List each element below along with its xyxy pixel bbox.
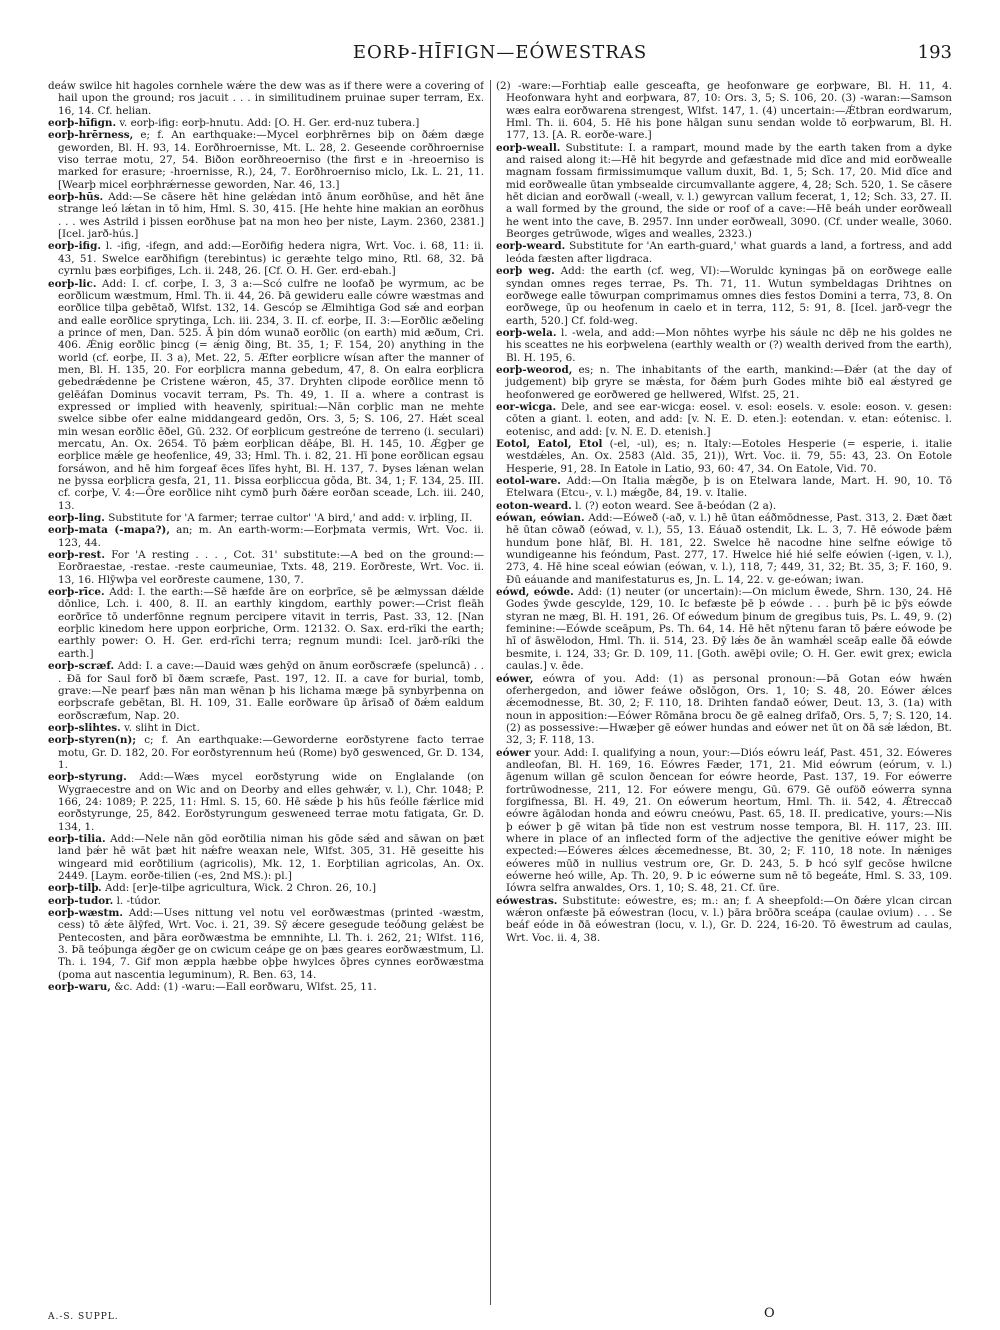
dictionary-entry (496, 895, 952, 944)
entry-text: l. -túdor. (116, 894, 161, 907)
dictionary-entry (496, 500, 952, 512)
dictionary-entry (48, 240, 484, 277)
entry-text: Add: I. the earth:—Sē hæfde āre on eorþrīce, sē þe ælmyssan dǽlde dōnlice, Lch. i. 400, 8. II. an earthly kingdom, earthly power:—Crist fleāh eorðrīce tō underfōnne regnum percipere vitavit in terris, Past. 33, 12. [Nan eorþlic kinedom here uppon eorþriche, Orm. 12132. O. Sax. erd-rīki the earth; earthly power: O. H. Ger. erd-rīchi terra; regnum mundi: Icel. jarð-ríki the earth.] (58, 586, 484, 660)
entry-headword: eorþ-weard. (496, 240, 566, 253)
entry-text: Add: I. a cave:—Dauid wæs gehȳd on ānum eorðscræfe (speluncā) . . . Ðā for Saul forð bī ðæm scræfe, Past. 197, 12. II. a cave for burial, tomb, grave:—Ne pearf þæs nān man wēnan þ his lichama mæge þā synbyrþenna on eorþscrafe gebētan, Bl. H. 109, 31. Ealle eorðware ūp ārīsað of ðǽm ealdum eorðscræfum, Nap. 20. (58, 660, 484, 722)
dictionary-entry (496, 586, 952, 672)
dictionary-entry (496, 327, 952, 364)
entry-headword: eoton-weard. (496, 499, 572, 512)
entry-text: &c. Add: (1) -waru:—Eall eorðwaru, Wlfst. 25, 11. (114, 981, 377, 994)
dictionary-entry (48, 882, 484, 894)
entry-text: deáw swilce hit hagoles cornhele wǽre the dew was as if there were a covering of hail upon the ground; ros jacuit . . . in similitudinem pruinae super terram, Ex. 16, 14. Cf. helian. (48, 80, 484, 117)
dictionary-entry (48, 833, 484, 882)
dictionary-entry (48, 586, 484, 660)
entry-text: Add:—Eóweð (-að, v. l.) hē ūtan eáðmōdnesse, Past. 313, 2. Ðæt ðæt hē ūtan cōwað (eówad, v. l.), 55, 13. Eáuað ostendit, Lk. L. 3, 7. Hē eówode þǽm hundum þone hlāf, Bl. H. 181, 22. Swelce hē nacodne hine selfne eówige tō wundigeanne his feóndum, Past. 277, 17. Hwelce hié hié selfe eówien (-igen, v. l.), 273, 4. Hē hine sceal eówian (eówan, v. l.), 118, 7; 449, 31, 32; Bt. 35, 3; F. 160, 9. Ðū eáuande and manifestaturus es, Jn. L. 14, 22. v. ge-eówan; iwan. (506, 512, 952, 586)
left-column (48, 80, 484, 1305)
entry-headword: eorþ-mata (-mapa?), (48, 524, 170, 537)
entry-text: Add: (1) neuter (or uncertain):—On miclum ēwede, Shrn. 130, 24. Hē Godes ȳwde gescylde, 129, 10. Ic befæste þē þ eówde . . . þurh þē ic þȳs eówde styran ne mæg, Bl. H. 191, 26. Of eówedum þinum de gregibus tuis, Ps. L. 49, 9. (2) feminine:—Eówde sceāpum, Ps. Th. 64, 14. Hē hēt nȳtenu faran tō þǽre eówode þe hī of āswēlodon, Hml. Th. ii. 514, 23. Ðȳ lǽs ðe ān wamhǽl sceāp ealle ðā eówde besmite, i. 124, 33; Gr. D. 109, 11. [Goth. awēþi ovile; O. H. Ger. ewit grex; ewicla caulas.] v. ēde. (506, 586, 952, 673)
entry-headword: eotol-ware. (496, 475, 561, 487)
dictionary-entry (496, 747, 952, 895)
dictionary-entry (48, 722, 484, 734)
dictionary-entry (48, 771, 484, 833)
entry-text: Substitute for 'A farmer; terrae cultor' 'A bird,' and add: v. irþling, II. (108, 512, 473, 525)
entry-text: Add: [er]e-tilþe agricultura, Wick. 2 Chron. 26, 10.] (104, 882, 377, 895)
dictionary-entry (48, 80, 484, 117)
entry-text: v. eorþ-ifig: eorþ-hnutu. Add: [O. H. Ger. erd-nuz tubera.] (119, 117, 420, 130)
dictionary-entry (496, 265, 952, 327)
page-number: 193 (917, 42, 952, 63)
entry-headword: eorþ-weorod, (496, 363, 573, 376)
dictionary-entry (48, 278, 484, 513)
entry-text: Add: I. cf. corþe, I. 3, 3 a:—Scó culfre ne loofað þe wyrmum, ac be eorðlicum wæstmum, Hml. Th. ii. 44, 26. Þā gewideru ealle cówre wæstmas and eorðlice tilþa gebētað, Wlfst. 132, 14. Gescóp se Ælmihtiga God sǽ and eorþan and ealle eorðlice sprytinga, Lch. iii. 234, 3. II. cf. eorþe, II. 3:—Eorðlic æðeling a prince of men, Dan. 525. Ā þin dóm wunað eorðlic (on earth) mid æðum, Cri. 406. Ǽnig eorðlic þincg (= ǽnig ðing, Bt. 35, 1; F. 154, 20) anything in the world (cf. eorþe, II. 3 a), Met. 22, 5. Æfter eorþlicre wísan after the manner of men, Bl. H. 135, 20. For eorþlicra manna gebedum, 47, 8. On ealra eorþlicra gebedrǽdenne þe Cristene wǽron, 45, 37. Dryhten clipode eorðlice menn tō gelēáfan Dominus vocavit terram, Ps. Th. 49, 1. II a. where a contrast is expressed or implied with heavenly, spiritual:—Nān corþlic man ne mehte swelce sibbe ofer ealne middangeard gedōn, Ors. 3, 5; S. 106, 27. Hǽt sceal min wesan eorðlic ēðel, Gū. 232. Of eorþlicum gestreóne de terreno (i. seculari) mercatu, An. Ox. 2654. Tō þǽm eorþlican dēáþe, Bl. H. 145, 10. Ǽgþer ge eorþlice mǽle ge heofenlice, 49, 33; Hml. Th. i. 82, 21. Hī þone eorðlican egsau forsáwon, and hē him forgeaf ēces līfes hyht, Bl. H. 137, 7. Þyses lǽnan welan ne þyssa eorþlicra gesfa, 21, 11. Þissa eorþliccua gōda, Bt. 34, 1; F. 134, 25. III. cf. corþe, V. 4:—Ōre eorðlice niht cymð þurh ðǽre eorðan sceade, Lch. iii. 240, 13. (58, 277, 484, 512)
dictionary-entry (48, 549, 484, 586)
entry-headword: eorþ-hūs. (48, 191, 104, 204)
entry-text: v. sliht in Dict. (124, 721, 200, 734)
dictionary-entry (496, 475, 952, 500)
entry-headword: eorþ weg. (496, 265, 555, 278)
dictionary-entry (496, 438, 952, 475)
dictionary-entry (496, 673, 952, 747)
entry-headword: eorþ-ifig. (48, 240, 101, 253)
entry-text: Add:—Se cāsere hēt hine gelǽdan intō ānum eorðhūse, and hēt āne strange leó lǽtan in tō him, Hml. S. 30, 415. [He hehte hine makian an eorðhus . . . wes Astrild i þissen eorðhuse þat na mon heo þer niste, Laym. 2360, 2381.] [Icel. jarð-hús.] (58, 191, 484, 241)
entry-text: Add:—Uses nittung vel notu vel eorðwæstmas (printed -wæstm, cess) tō ǽte ālȳfed, Wrt. Voc. i. 21, 39. Sȳ ǽcere gesegude teóðung gelǽst be Pentecosten, and þāra eorðwæstma be emnnihte, Ll. Th. i. 262, 21; Wlfst. 116, 3. Þā teóþunga ǽgðer ge on cwicum ceápe ge on þæs geares eorðwæstmum, Ll. Th. i. 194, 7. Gif mon æppla hæbbe oþþe hwylces ōþres cynnes eorðwæstma (poma aut nascentia leguminum), R. Ben. 63, 14. (58, 907, 484, 981)
signature-mark: O (764, 1306, 775, 1321)
entry-text: For 'A resting . . . , Cot. 31' substitute:—A bed on the ground:—Eorðraestae, -restae. -reste caumeuniae, Txts. 48, 219. Eorðreste, Wrt. Voc. ii. 13, 16. Hlȳwþa vel eorðreste caumene, 130, 7. (58, 549, 484, 586)
entry-text: Substitute for 'An earth-guard,' what guards a land, a fortress, and add leóda fæsten after ligdraca. (506, 240, 952, 265)
entry-headword: eorþ-tilia. (48, 832, 106, 845)
entry-headword: eorþ-ling. (48, 512, 105, 525)
dictionary-entry (48, 512, 484, 524)
dictionary-entry (48, 660, 484, 722)
entry-text: e; f. An earthquake:—Mycel eorþhrērnes biþ on ðǽm dæge geworden, Bl. H. 93, 14. Eorðhroernisse, Mt. L. 28, 2. Geseende corðhroernise viso terrae motu, 27, 54. Biðon eorðhreoerniso (the first e in -hreoerniso is marked for erasure; -hroernisse, R.), 24, 7. Eorðhroerniso miclo, Lk. L. 21, 11. [Wearþ micel eorþhrǽrnesse geworden, Nar. 46, 13.] (58, 129, 484, 191)
entry-text: (2) -ware:—Forhtiaþ ealle gesceafta, ge heofonware ge eorþware, Bl. H. 11, 4. Heofonwara hyht and eorþwara, 87, 10: Ors. 3, 5; S. 106, 20. (3) -waran:—Samson wæs ealra eorðwarena strengest, Wlfst. 147, 1. (4) uncertain:—Ǽtbran eordwarum, Hml. Th. ii. 604, 5. Hē his þone hālgan sunu sendan wolde tō eorþwarum, Bl. H. 177, 13. [A. R. eorðe-ware.] (496, 80, 952, 142)
dictionary-entry (48, 129, 484, 191)
entry-text: Add: the earth (cf. weg, VI):—Woruldc kyningas þā on eorðwege ealle syndan omnes reges terrae, Ps. Th. 71, 11. Wutun symbeldagas Drihtnes on eorðwege ealle tōwurpan comprimamus omnes dies festos Domini a terra, 73, 8. On eorðwege, ūp ou heofenum in caelo et in terra, 112, 5: 91, 8. [Icel. jarð-vegr the earth, 520.] Cf. fold-weg. (506, 265, 952, 327)
dictionary-entry (48, 895, 484, 907)
entry-headword: eorþ-hrērness, (48, 129, 134, 142)
entry-headword: eorþ-lic. (48, 277, 97, 290)
entry-text: Substitute: eówestre, es; m.: an; f. A sheepfold:—On ðǽre ylcan circan wǽron onfæste þā eówestran (locu, v. l.) þāra brōðra sceápa (caulae ovium) . . . Se beáf eóde in ðā eówestran (locu, v. l.), Gr. D. 224, 16-20. Tō ēwestrum ad caulas, Wrt. Voc. ii. 4, 38. (506, 894, 952, 944)
entry-text: Substitute: I. a rampart, mound made by the earth taken from a dyke and raised along it:—Hē hit begyrde and gefæstnade mid dīce and mid eorðwealle magnam fossam firmissimumque vallum duxit, Bd. 1, 5; Sch. 17, 20. Mid dīce and mid eorðwealle ūtan ymbsealde circumvallante aggere, 4, 28; Sch. 520, 1. Se cāsere hēt dician and eorðwall (-weall, v. l.) gewyrcan vallum fecerat, 1, 12; Sch. 33, 27. II. a wall formed by the ground, the side or roof of a cave:—Hē beáh under eorðweall he went into the cave, B. 2957. Inn under eorðweall, 3090. (Cf. under wealle, 3060. Beorges getrūwode, wīges and wealles, 2323.) (506, 141, 952, 241)
dictionary-entry (48, 981, 484, 993)
entry-headword: eorþ-rīce. (48, 586, 105, 599)
entry-headword: eówd, eówde. (496, 586, 574, 599)
page-header (48, 42, 952, 68)
entry-headword: Eotol, Eatol, Etol (496, 437, 603, 450)
entry-headword: eówestras. (496, 894, 558, 907)
dictionary-entry (48, 117, 484, 129)
entry-text: eówra of you. Add: (1) as personal pronoun:—Þā Gotan eów hwǽn oferhergedon, and iōwer feáwe oðslōgon, Ors. 1, 10; S. 48, 20. Eówer ǽlces ǽcemodnesse, Bt. 30, 2; F. 110, 18. Drihten fandað eówer, Deut. 13, 3. (1a) with noun in apposition:—Eówer Rōmāna brocu ðe gē ealneg drīfað, Ors. 5, 7; S. 120, 14. (2) as possessive:—Hwæþer gē eówer hundas and eówer net ūt on ðā sǽ lǽdon, Bt. 32, 3; F. 118, 13. (506, 672, 952, 747)
entry-headword: eorþ-slihtes. (48, 721, 121, 734)
dictionary-entry (48, 734, 484, 771)
entry-headword: eówer, (496, 672, 534, 685)
dictionary-entry (48, 524, 484, 549)
entry-headword: eorþ-hīfign. (48, 117, 117, 130)
entry-text: c; f. An earthquake:—Geworderne eorðstyrene facto terrae motu, Gr. D. 182, 20. For eorðstyrennum heú (Rome) byð geswenced, Gr. D. 134, 1. (58, 734, 484, 771)
entry-headword: eorþ-weall. (496, 141, 561, 154)
entry-text: Add:—On Italia mǽgðe, þ is on Etelwara lande, Mart. H. 90, 10. Tō Etelwara (Etcu-, v. l.) mǽgðe, 84, 19. v. Italie. (506, 475, 952, 500)
entry-headword: eorþ-waru, (48, 981, 111, 994)
entry-text: an; m. An earth-worm:—Eorþmata vermis, Wrt. Voc. ii. 123, 44. (58, 524, 484, 549)
entry-text: l. (?) eoton weard. See ā-beódan (2 a). (575, 499, 777, 512)
entry-headword: eorþ-tudor. (48, 894, 114, 907)
printer-signature: A.-S. SUPPL. (48, 1312, 119, 1322)
dictionary-entry (48, 907, 484, 981)
entry-text: Dele, and see ear-wicga: eosel. v. esol: eosels. v. esole: eoson. v. gesen: cōten a giant. l. eoten, and add: [v. N. E. D. eten.]: eotendan. v. etan: eótenisc. l. eotenisc, and add: [v. N. E. D. etenish.] (506, 400, 952, 438)
entry-headword: eówer (496, 746, 531, 759)
dictionary-entry (496, 364, 952, 401)
column-divider (490, 80, 491, 1305)
entry-text: your. Add: I. qualifying a noun, your:—Diós eówru leáf, Past. 451, 32. Eóweres andleofan, Bl. H. 169, 16. Eówres Fæder, 171, 21. Mid eówrum (eórum, v. l.) āgenum willan gē sculon ðencean for eówre heorde, Past. 137, 19. For eówerre fortrūwodnesse, 211, 12. For eówere mengu, Gū. 679. Gē ouföð eówerra synna forgifnessa, Bl. H. 49, 21. On eówerum heortum, Hml. Th. ii. 542, 4. Ǽtreccað eówre āgālodan honda and eówru cneówu, Past. 65, 18. II. predicative, yours:—Nis þ eówer þ gē witan þā tīde non est vestrum nosse tempora, Bl. H. 117, 23. III. where in place of an inflected form of the adjective the genitive eówer might be expected:—Eóweres ǽlces ǽcemednesse, Bt. 30, 2; F. 110, 18 note. In nǽniges eóweres mūð in nullius vestrum ore, Gr. D. 243, 5. Þ hcó sylf gecōse hwilcne eówerne heó wille, Ap. Th. 20, 9. Þ ic eówerne sum nē tō begeáte, Hml. S. 33, 109. Iówra selfra anwaldes, Ors. 1, 10; S. 48, 21. Cf. ūre. (506, 746, 952, 895)
entry-text: l. -ifig, -ifegn, and add:—Eorðifig hedera nigra, Wrt. Voc. i. 68, 11: ii. 43, 51. Swelce earðhifign (terebintus) ic geræhte telgo mino, Rtl. 68, 32. Þā cyrnlu þæs eorþifiges, Lch. ii. 248, 26. [Cf. O. H. Ger. erd-ebah.] (58, 240, 484, 278)
dictionary-entry (496, 142, 952, 241)
entry-headword: eorþ-scræf. (48, 660, 115, 673)
entry-text: es; n. The inhabitants of the earth, mankind:—Ðǽr (at the day of judgement) biþ gryre se mǽsta, for ðǽm þurh Godes mihte bið eal ǽstyred ge heofonwered ge eorðwered ge hellwered, Wlfst. 25, 21. (506, 363, 952, 401)
entry-headword: eorþ-wela. (496, 326, 557, 339)
entry-headword: eorþ-styren(n); (48, 734, 137, 747)
entry-headword: eorþ-styrung. (48, 771, 127, 784)
dictionary-entry (496, 80, 952, 142)
entry-headword: eówan, eówian. (496, 512, 585, 525)
dictionary-entry (496, 240, 952, 265)
entry-text: l. -wela, and add:—Mon nōhtes wyrþe his sáule nc dēþ ne his goldes ne his sceattes ne his eorþwelena (earthly wealth or (?) wealth derived from the earth), Bl. H. 195, 6. (506, 326, 952, 364)
running-title: EORÞ-HĪFIGN—EÓWESTRAS (352, 42, 648, 63)
entry-headword: eorþ-tilþ. (48, 882, 102, 895)
entry-text: Add:—Nele nān gōd eorðtilia niman his gōde sǽd and sāwan on þæt land þǽr hē wāt þæt hit nǽfre weaxan nele, Wlfst. 305, 31. Hē geseitte his wingeard mid eorðtilium (agricolis), Mk. 12, 1. Eorþtilian agricolas, An. Ox. 2449. [Laym. eorðe-tilien (-es, 2nd MS.): pl.] (58, 832, 484, 882)
entry-text: Add:—Wæs mycel eorðstyrung wide on Englalande (on Wygraecestre and on Wic and on Deorby and elles gehwǽr, v. l.), Chr. 1048; P. 166, 24: 1089; P. 225, 11: Hml. S. 15, 60. Hē sǽde þ his hūs feólle fǽrlice mid eorðstyrunge, 25, 842. Eorðstyrungum gesweneed terrae motu fatigata, Gr. D. 134, 1. (58, 771, 484, 833)
entry-headword: eorþ-rest. (48, 549, 105, 562)
entry-text: (-el, -ul), es; n. Italy:—Eotoles Hesperie (= esperie, i. italie westdǽles, An. Ox. 2583 (Ald. 35, 21)), Wrt. Voc. ii. 79, 55: 43, 23. On Eotole Hesperie, 91, 28. In Eatole in Latio, 93, 60: 47, 34. On Eatole, Vid. 70. (506, 437, 952, 475)
right-column (496, 80, 952, 1305)
dictionary-entry (496, 401, 952, 438)
entry-headword: eor-wicga. (496, 400, 557, 413)
dictionary-entry (48, 191, 484, 240)
dictionary-entry (496, 512, 952, 586)
entry-headword: eorþ-wæstm. (48, 907, 123, 920)
